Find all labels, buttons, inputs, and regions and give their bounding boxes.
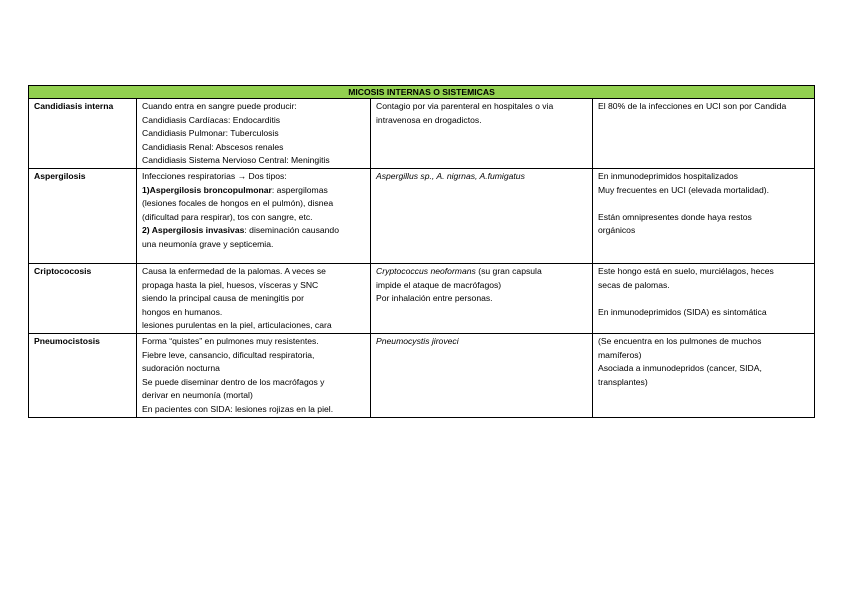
text-line: Este hongo está en suelo, murciélagos, heces — [598, 265, 774, 276]
species-name: Cryptococcus neoformans — [376, 265, 476, 276]
disease-name: Pneumocistosis — [29, 333, 137, 417]
text-line: propaga hasta la piel, huesos, vísceras y SNC — [142, 279, 319, 290]
text-line: impide el ataque de macrófagos) — [376, 279, 502, 290]
text-line: transplantes) — [598, 376, 648, 387]
text-line: Candidiasis Renal: Abscesos renales — [142, 141, 284, 152]
text-line: Candidiasis Pulmonar: Tuberculosis — [142, 128, 279, 139]
text-line: intravenosa en drogadictos. — [376, 114, 482, 125]
text-line — [142, 184, 366, 198]
text-line: Muy frecuentes en UCI (elevada mortalidad). — [598, 184, 769, 195]
text-line: (dificultad para respirar), tos con sangre, etc. — [142, 211, 313, 222]
disease-name: Criptococosis — [29, 263, 137, 333]
text-line: Forma “quistes” en pulmones muy resistentes. — [142, 335, 319, 346]
disease-description — [137, 168, 371, 263]
text-line: En inmunodeprimidos (SIDA) es sintomática — [598, 306, 767, 317]
text-line: Candidiasis Sistema Nervioso Central: Meningitis — [142, 155, 330, 166]
disease-notes — [593, 263, 815, 333]
species-name: Aspergillus sp., A. nigrnas, A.fumigatus — [376, 170, 525, 181]
text-line: Contagio por via parenteral en hospitales o via — [376, 101, 554, 111]
disease-description — [137, 333, 371, 417]
text-line: hongos en humanos. — [142, 306, 223, 317]
text-line: Están omnipresentes donde haya restos — [598, 211, 752, 222]
text-line: En pacientes con SIDA: lesiones rojizas en la piel. — [142, 403, 334, 414]
text-line: secas de palomas. — [598, 279, 670, 290]
disease-name: Aspergilosis — [29, 168, 137, 263]
table-row — [29, 263, 815, 333]
text-line: (Se encuentra en los pulmones de muchos — [598, 335, 762, 346]
table-header-row — [29, 86, 815, 99]
text-line: (lesiones focales de hongos en el pulmón), disnea — [142, 198, 334, 209]
species-name: Pneumocystis jiroveci — [376, 335, 459, 346]
text-line: Asociada a inmunodepridos (cancer, SIDA, — [598, 363, 762, 374]
text-line: El 80% de la infecciones en UCI son por Candida — [598, 101, 787, 111]
bold-text: 1)Aspergilosis broncopulmonar — [142, 184, 272, 195]
disease-agent — [371, 99, 593, 169]
text-line — [376, 265, 588, 279]
text-line: Fiebre leve, cansancio, dificultad respiratoria, — [142, 349, 315, 360]
blank-line — [598, 292, 810, 306]
text-line: sudoración nocturna — [142, 363, 220, 374]
text-line: orgánicos — [598, 225, 636, 236]
table-title: MICOSIS INTERNAS O SISTEMICAS — [29, 86, 815, 99]
table-row — [29, 333, 815, 417]
disease-name: Candidiasis interna — [29, 99, 137, 169]
disease-notes — [593, 168, 815, 263]
text-line: Cuando entra en sangre puede producir: — [142, 101, 297, 111]
text-fragment: (su gran capsula — [475, 265, 542, 276]
disease-agent — [371, 263, 593, 333]
disease-description — [137, 263, 371, 333]
text-line — [142, 224, 366, 238]
text-line: Causa la enfermedad de la palomas. A veces se — [142, 265, 326, 276]
text-line: Por inhalación entre personas. — [376, 293, 493, 304]
micosis-table — [28, 85, 815, 418]
disease-agent — [371, 333, 593, 417]
disease-notes — [593, 99, 815, 169]
blank-line — [598, 197, 810, 211]
text-line: lesiones purulentas en la piel, articulaciones, cara — [142, 320, 332, 331]
disease-agent — [371, 168, 593, 263]
text-line: una neumonía grave y septicemia. — [142, 238, 274, 249]
text-line: Candidiasis Cardíacas: Endocarditis — [142, 114, 281, 125]
table-row — [29, 99, 815, 169]
text-line: siendo la principal causa de meningitis por — [142, 293, 304, 304]
table-row — [29, 168, 815, 263]
bold-text: 2) Aspergilosis invasivas — [142, 225, 245, 236]
text-fragment: : diseminación causando — [244, 225, 339, 236]
text-line: derivar en neumonía (mortal) — [142, 390, 253, 401]
text-line: Infecciones respiratorias → Dos tipos: — [142, 170, 287, 181]
text-fragment: : aspergilomas — [271, 184, 328, 195]
disease-notes — [593, 333, 815, 417]
text-line: Se puede diseminar dentro de los macrófagos y — [142, 376, 325, 387]
text-line: mamíferos) — [598, 349, 642, 360]
text-line: En inmunodeprimidos hospitalizados — [598, 170, 738, 181]
disease-description — [137, 99, 371, 169]
